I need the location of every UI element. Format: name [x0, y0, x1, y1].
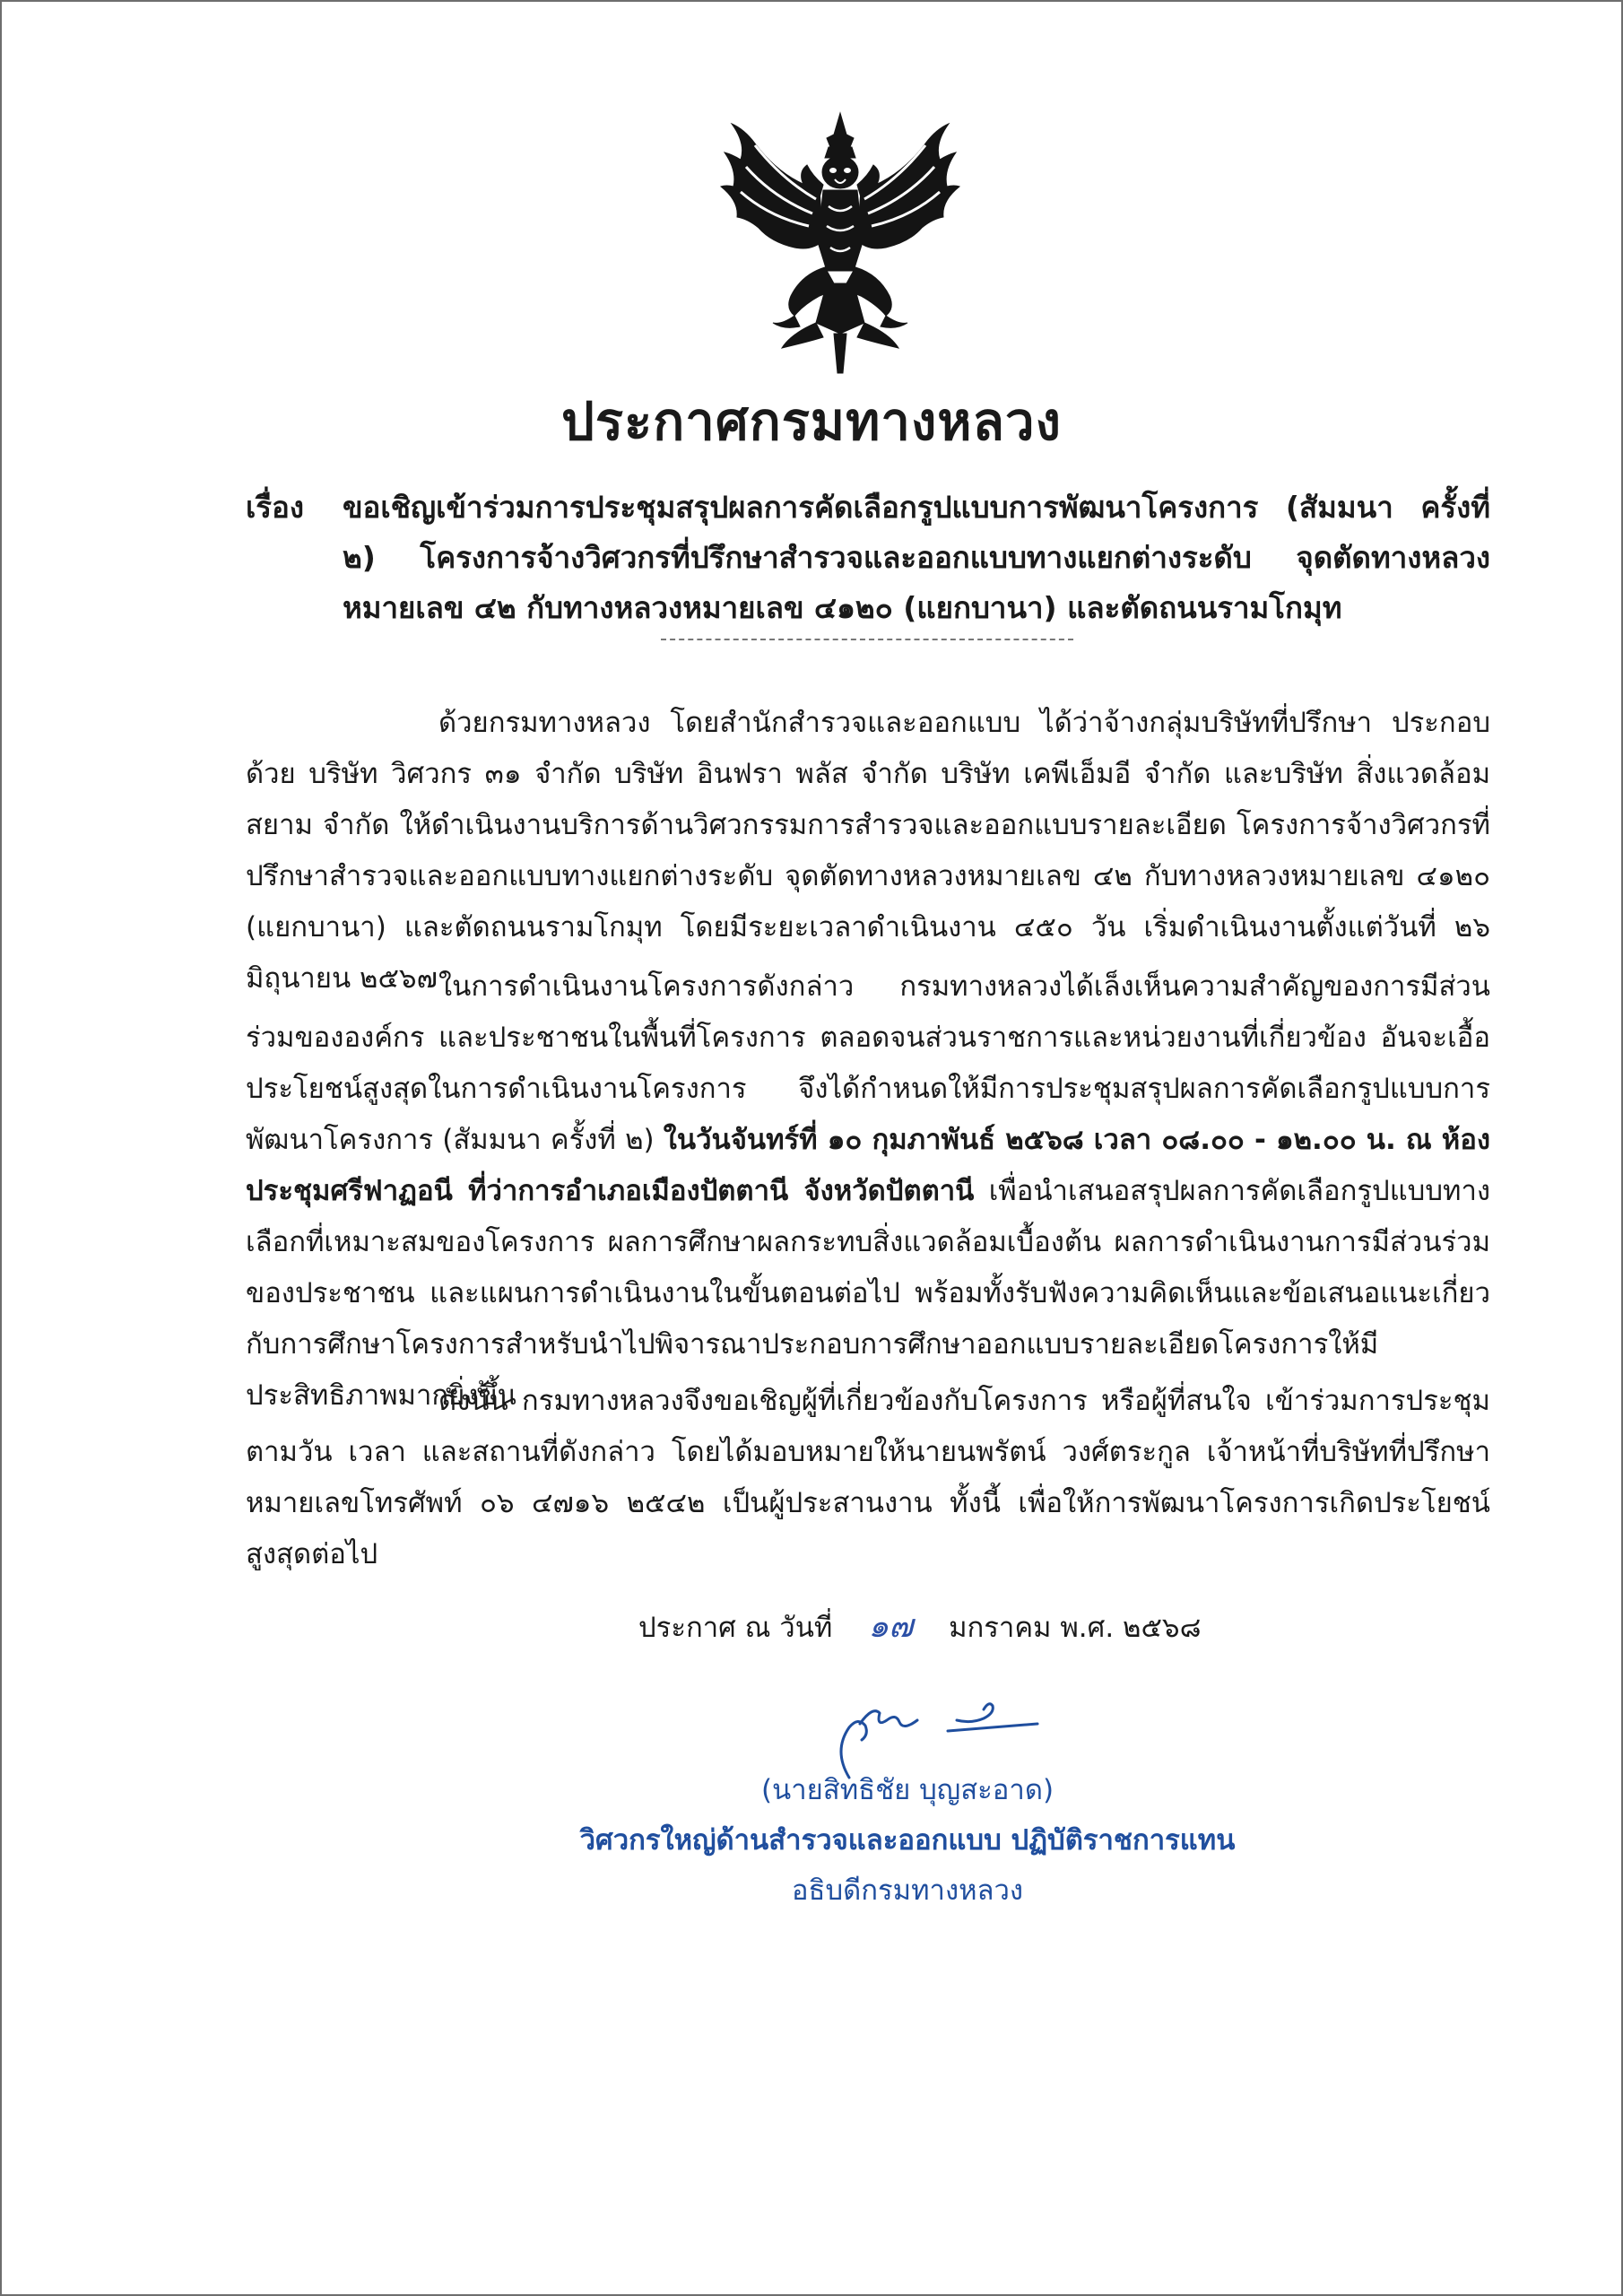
- paragraph-2-text-before: ในการดำเนินงานโครงการดังกล่าว กรมทางหลวงได้เล็งเห็นความสำคัญของการมีส่วนร่วมขององค์กร และประชาชนในพื้นที่โครงการ ตลอดจนส่วนราชการและหน่วยงานที่เกี่ยวข้อง อันจะเอื้อประโยชน์สูงสุดในการดำเนินงานโครงการ จึงได้กำหนดให้มีการประชุมสรุปผลการคัดเลือกรูปแบบการพัฒนาโครงการ (สัมมนา ครั้งที่ ๒): [246, 970, 1490, 1156]
- body-paragraph-3: ดังนั้น กรมทางหลวงจึงขอเชิญผู้ที่เกี่ยวข้องกับโครงการ หรือผู้ที่สนใจ เข้าร่วมการประชุมตามวัน เวลา และสถานที่ดังกล่าว โดยได้มอบหมายให้นายนพรัตน์ วงศ์ตระกูล เจ้าหน้าที่บริษัทที่ปรึกษา หมายเลขโทรศัพท์ ๐๖ ๔๗๑๖ ๒๕๔๒ เป็นผู้ประสานงาน ทั้งนี้ เพื่อให้การพัฒนาโครงการเกิดประโยชน์สูงสุดต่อไป: [246, 1385, 1490, 1570]
- garuda-emblem-icon: [719, 108, 961, 377]
- body-paragraph-2: [246, 961, 1490, 1422]
- meeting-details: ในวันจันทร์ที่ ๑๐ กุมภาพันธ์ ๒๕๖๘ เวลา ๐๘.๐๐ - ๑๒.๐๐ น. ณ ห้องประชุมศรีฟาฏอนี ที่ว่าการอำเภอเมืองปัตตานี จังหวัดปัตตานี: [246, 1124, 1490, 1207]
- announcement-date: [638, 1600, 1202, 1655]
- signer-on-behalf: อธิบดีกรมทางหลวง: [791, 1874, 1024, 1907]
- subject-label: เรื่อง: [246, 490, 304, 525]
- date-day-handwritten: ๑๗: [868, 1608, 914, 1645]
- date-prefix: ประกาศ ณ วันที่: [638, 1612, 833, 1644]
- signer-position: วิศวกรใหญ่ด้านสำรวจและออกแบบ ปฏิบัติราชการแทน: [579, 1824, 1236, 1857]
- signer-name: (นายสิทธิชัย บุญสะอาด): [760, 1774, 1055, 1806]
- signature-block: [504, 1765, 1311, 1916]
- date-month-year: มกราคม พ.ศ. ๒๕๖๘: [949, 1612, 1202, 1644]
- subject-text: ขอเชิญเข้าร่วมการประชุมสรุปผลการคัดเลือกรูปแบบการพัฒนาโครงการ (สัมมนา ครั้งที่ ๒) โครงการจ้างวิศวกรที่ปรึกษาสำรวจและออกแบบทางแยกต่างระดับ จุดตัดทางหลวงหมายเลข ๔๒ กับทางหลวงหมายเลข ๔๑๒๐ (แยกบานา) และตัดถนนรามโกมุท: [343, 490, 1490, 625]
- divider: [661, 639, 1073, 640]
- page-title: ประกาศกรมทางหลวง: [561, 391, 1062, 452]
- body-paragraph-1: ด้วยกรมทางหลวง โดยสำนักสำรวจและออกแบบ ได้ว่าจ้างกลุ่มบริษัทที่ปรึกษา ประกอบด้วย บริษัท วิศวกร ๓๑ จำกัด บริษัท อินฟรา พลัส จำกัด บริษัท เคพีเอ็มอี จำกัด และบริษัท สิ่งแวดล้อมสยาม จำกัด ให้ดำเนินงานบริการด้านวิศวกรรมการสำรวจและออกแบบรายละเอียด โครงการจ้างวิศวกรที่ปรึกษาสำรวจและออกแบบทางแยกต่างระดับ จุดตัดทางหลวงหมายเลข ๔๒ กับทางหลวงหมายเลข ๔๑๒๐ (แยกบานา) และตัดถนนรามโกมุท โดยมีระยะเวลาดำเนินงาน ๔๕๐ วัน เริ่มดำเนินงานตั้งแต่วันที่ ๒๖ มิถุนายน ๒๕๖๗: [246, 707, 1490, 995]
- paragraph-2-text-after: เพื่อนำเสนอสรุปผลการคัดเลือกรูปแบบทางเลือกที่เหมาะสมของโครงการ ผลการศึกษาผลกระทบสิ่งแวดล้อมเบื้องต้น ผลการดำเนินงานการมีส่วนร่วมของประชาชน และแผนการดำเนินงานในขั้นตอนต่อไป พร้อมทั้งรับฟังความคิดเห็นและข้อเสนอแนะเกี่ยวกับการศึกษาโครงการสำหรับนำไปพิจารณาประกอบการศึกษาออกแบบรายละเอียดโครงการให้มีประสิทธิภาพมากยิ่งขึ้น: [246, 1175, 1491, 1412]
